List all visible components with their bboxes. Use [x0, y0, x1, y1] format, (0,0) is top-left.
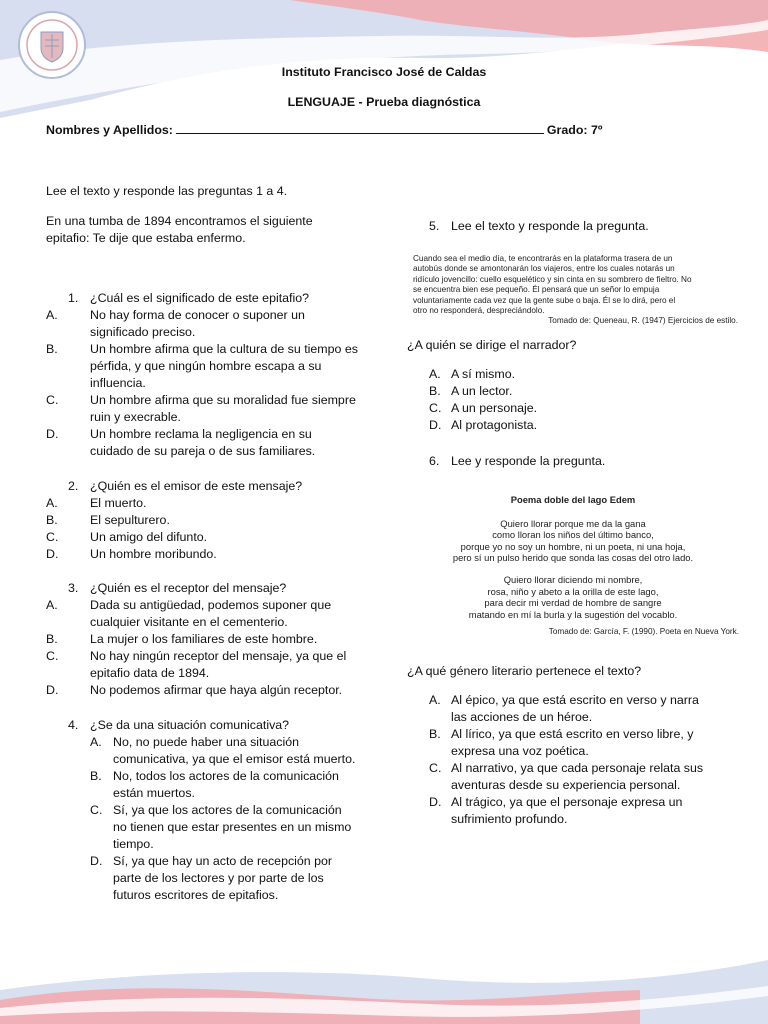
option-text: A sí mismo. — [451, 367, 516, 381]
option-text: No hay ningún receptor del mensaje, ya que el epitafio data de 1894. — [90, 649, 347, 680]
option-b[interactable] — [46, 341, 376, 392]
option-a[interactable] — [429, 692, 737, 726]
option-letter: A. — [46, 496, 58, 510]
student-name-field[interactable] — [46, 122, 726, 139]
option-letter: C. — [46, 649, 59, 663]
question-number: 1. — [68, 291, 79, 305]
option-a[interactable] — [429, 366, 737, 383]
question-text: ¿Se da una situación comunicativa? — [90, 718, 290, 732]
option-text: Un amigo del difunto. — [90, 530, 208, 544]
subject-title: LENGUAJE - Prueba diagnóstica — [287, 95, 481, 109]
option-letter: D. — [429, 418, 442, 432]
option-text: No hay forma de conocer o suponer un significado preciso. — [90, 308, 305, 339]
question-6 — [407, 663, 737, 828]
option-text: Al lírico, ya que está escrito en verso libre, y expresa una voz poética. — [451, 727, 694, 758]
question-stem — [46, 290, 376, 307]
option-letter: B. — [46, 342, 58, 356]
option-text: El sepulturero. — [90, 513, 170, 527]
option-text: Un hombre moribundo. — [90, 547, 217, 561]
poem-line: Quiero llorar porque me da la gana — [500, 517, 646, 529]
option-b[interactable] — [429, 383, 737, 400]
option-c[interactable] — [429, 760, 737, 794]
option-letter: C. — [90, 803, 103, 817]
question-text: Lee el texto y responde la pregunta. — [451, 219, 649, 233]
poem-source: Tomado de: García, F. (1990). Poeta en Nueva York. — [548, 627, 739, 637]
option-c[interactable] — [90, 802, 376, 853]
option-letter: A. — [429, 367, 441, 381]
question-text: ¿A quién se dirige el narrador? — [407, 338, 577, 352]
option-text: No, no puede haber una situación comunicativa, ya que el emisor está muerto. — [113, 735, 356, 766]
question-5 — [407, 337, 737, 434]
question-text: ¿Quién es el emisor de este mensaje? — [90, 479, 303, 493]
option-a[interactable] — [90, 734, 376, 768]
option-text: Al épico, ya que está escrito en verso y narra las acciones de un héroe. — [451, 693, 699, 724]
option-text: Un hombre afirma que su moralidad fue siempre ruin y execrable. — [90, 393, 356, 424]
option-text: Al trágico, ya que el personaje expresa un sufrimiento profundo. — [451, 795, 683, 826]
option-text: Sí, ya que hay un acto de recepción por parte de los lectores y por parte de los futuros escritores de epitafios. — [113, 854, 333, 902]
question-number: 5. — [429, 219, 440, 233]
excerpt-line: otro no responderá, despreciándolo. — [413, 306, 545, 316]
question-text: Lee y responde la pregunta. — [451, 454, 606, 468]
option-letter: D. — [46, 683, 59, 697]
question-3 — [46, 580, 376, 699]
option-letter: C. — [429, 761, 442, 775]
excerpt-line: se encuentra bien ese pequeño. Él pensará que un señor lo empuja — [413, 285, 660, 295]
grade-label: Grado: 7º — [546, 123, 603, 137]
option-d[interactable] — [46, 682, 376, 699]
option-d[interactable] — [46, 546, 376, 563]
option-letter: A. — [90, 735, 102, 749]
option-letter: B. — [46, 513, 58, 527]
question-text: ¿Quién es el receptor del mensaje? — [90, 581, 287, 595]
intro-context-line: En una tumba de 1894 encontramos el siguiente — [46, 214, 313, 228]
option-letter: C. — [46, 530, 59, 544]
option-text: A un personaje. — [451, 401, 538, 415]
option-text: No, todos los actores de la comunicación están muertos. — [113, 769, 339, 800]
option-letter: C. — [429, 401, 442, 415]
name-label: Nombres y Apellidos: — [46, 123, 173, 137]
option-a[interactable] — [46, 597, 376, 631]
option-b[interactable] — [90, 768, 376, 802]
option-d[interactable] — [46, 426, 376, 460]
option-letter: B. — [429, 727, 441, 741]
option-d[interactable] — [429, 794, 737, 828]
option-text: Al narrativo, ya que cada personaje relata sus aventuras desde su experiencia personal. — [451, 761, 704, 792]
option-text: A un lector. — [451, 384, 513, 398]
lorca-poem — [407, 494, 739, 638]
poem-line: Quiero llorar diciendo mi nombre, — [503, 573, 643, 585]
excerpt-source: Tomado de: Queneau, R. (1947) Ejercicios de estilo. — [548, 316, 738, 326]
option-c[interactable] — [46, 648, 376, 682]
question-stem — [46, 717, 376, 734]
option-c[interactable] — [46, 392, 376, 426]
option-b[interactable] — [46, 631, 376, 648]
option-a[interactable] — [46, 307, 376, 341]
poem-line: porque yo no soy un hombre, ni un poeta, ni una hoja, — [460, 540, 686, 552]
option-c[interactable] — [429, 400, 737, 417]
question-number: 4. — [68, 718, 79, 732]
question-4 — [46, 717, 376, 904]
excerpt-line: autobús donde se amontonarán los viajeros, entre los cuales notarás un — [413, 264, 675, 274]
option-d[interactable] — [90, 853, 376, 904]
question-5-instruction — [407, 218, 727, 235]
option-letter: A. — [429, 693, 441, 707]
option-letter: D. — [429, 795, 442, 809]
question-number: 6. — [429, 454, 440, 468]
option-text: El muerto. — [90, 496, 147, 510]
institution-title: Instituto Francisco José de Caldas — [281, 65, 487, 79]
option-d[interactable] — [429, 417, 737, 434]
option-text: Un hombre afirma que la cultura de su tiempo es pérfida, y que ningún hombre escapa a su influencia. — [90, 342, 358, 390]
option-a[interactable] — [46, 495, 376, 512]
option-b[interactable] — [46, 512, 376, 529]
option-b[interactable] — [429, 726, 737, 760]
question-stem — [46, 478, 376, 495]
option-text: Sí, ya que los actores de la comunicación no tienen que estar presentes en un mismo tiempo. — [113, 803, 352, 851]
option-text: Dada su antigüedad, podemos suponer que cualquier visitante en el cementerio. — [90, 598, 332, 629]
excerpt-line: ridículo jovencillo: cuello esquelético y sin cinta en su sombrero de fieltro. No — [413, 274, 692, 284]
question-text: ¿Cuál es el significado de este epitafio? — [90, 291, 310, 305]
intro-context-line: epitafio: Te dije que estaba enfermo. — [46, 231, 246, 245]
excerpt-line: voluntariamente cada vez que la gente sube o baja. Él se lo dirá, pero el — [413, 295, 676, 305]
option-text: La mujer o los familiares de este hombre. — [90, 632, 318, 646]
name-blank-line[interactable] — [176, 123, 544, 134]
question-2 — [46, 478, 376, 563]
option-text: Un hombre reclama la negligencia en su cuidado de su pareja o de sus familiares. — [90, 427, 316, 458]
poem-line: para decir mi verdad de hombre de sangre — [484, 597, 662, 609]
question-text: ¿A qué género literario pertenece el texto? — [407, 664, 642, 678]
option-letter: D. — [46, 547, 59, 561]
poem-line: matando en mí la burla y la sugestión del vocablo. — [468, 608, 678, 620]
queneau-excerpt — [413, 254, 738, 327]
poem-line: pero sí un pulso herido que sonda las cosas del otro lado. — [452, 552, 694, 564]
poem-title: Poema doble del lago Edem — [510, 494, 636, 505]
question-stem — [46, 580, 376, 597]
option-letter: A. — [46, 598, 58, 612]
option-letter: B. — [429, 384, 441, 398]
question-number: 2. — [68, 479, 79, 493]
option-text: No podemos afirmar que haya algún receptor. — [90, 683, 343, 697]
option-letter: C. — [46, 393, 59, 407]
option-letter: A. — [46, 308, 58, 322]
intro-context — [46, 213, 376, 247]
option-letter: D. — [90, 854, 103, 868]
option-letter: D. — [46, 427, 59, 441]
poem-line: rosa, niño y abeto a la orilla de este lago, — [487, 585, 659, 597]
option-letter: B. — [90, 769, 102, 783]
question-number: 3. — [68, 581, 79, 595]
poem-line: como lloran los niños del último banco, — [492, 529, 654, 541]
option-letter: B. — [46, 632, 58, 646]
excerpt-line: Cuando sea el medio día, te encontrarás en la plataforma trasera de un — [413, 254, 673, 263]
option-c[interactable] — [46, 529, 376, 546]
question-1 — [46, 290, 376, 460]
intro-instruction: Lee el texto y responde las preguntas 1 a 4. — [46, 184, 288, 198]
option-text: Al protagonista. — [451, 418, 538, 432]
question-6-instruction — [407, 453, 727, 470]
